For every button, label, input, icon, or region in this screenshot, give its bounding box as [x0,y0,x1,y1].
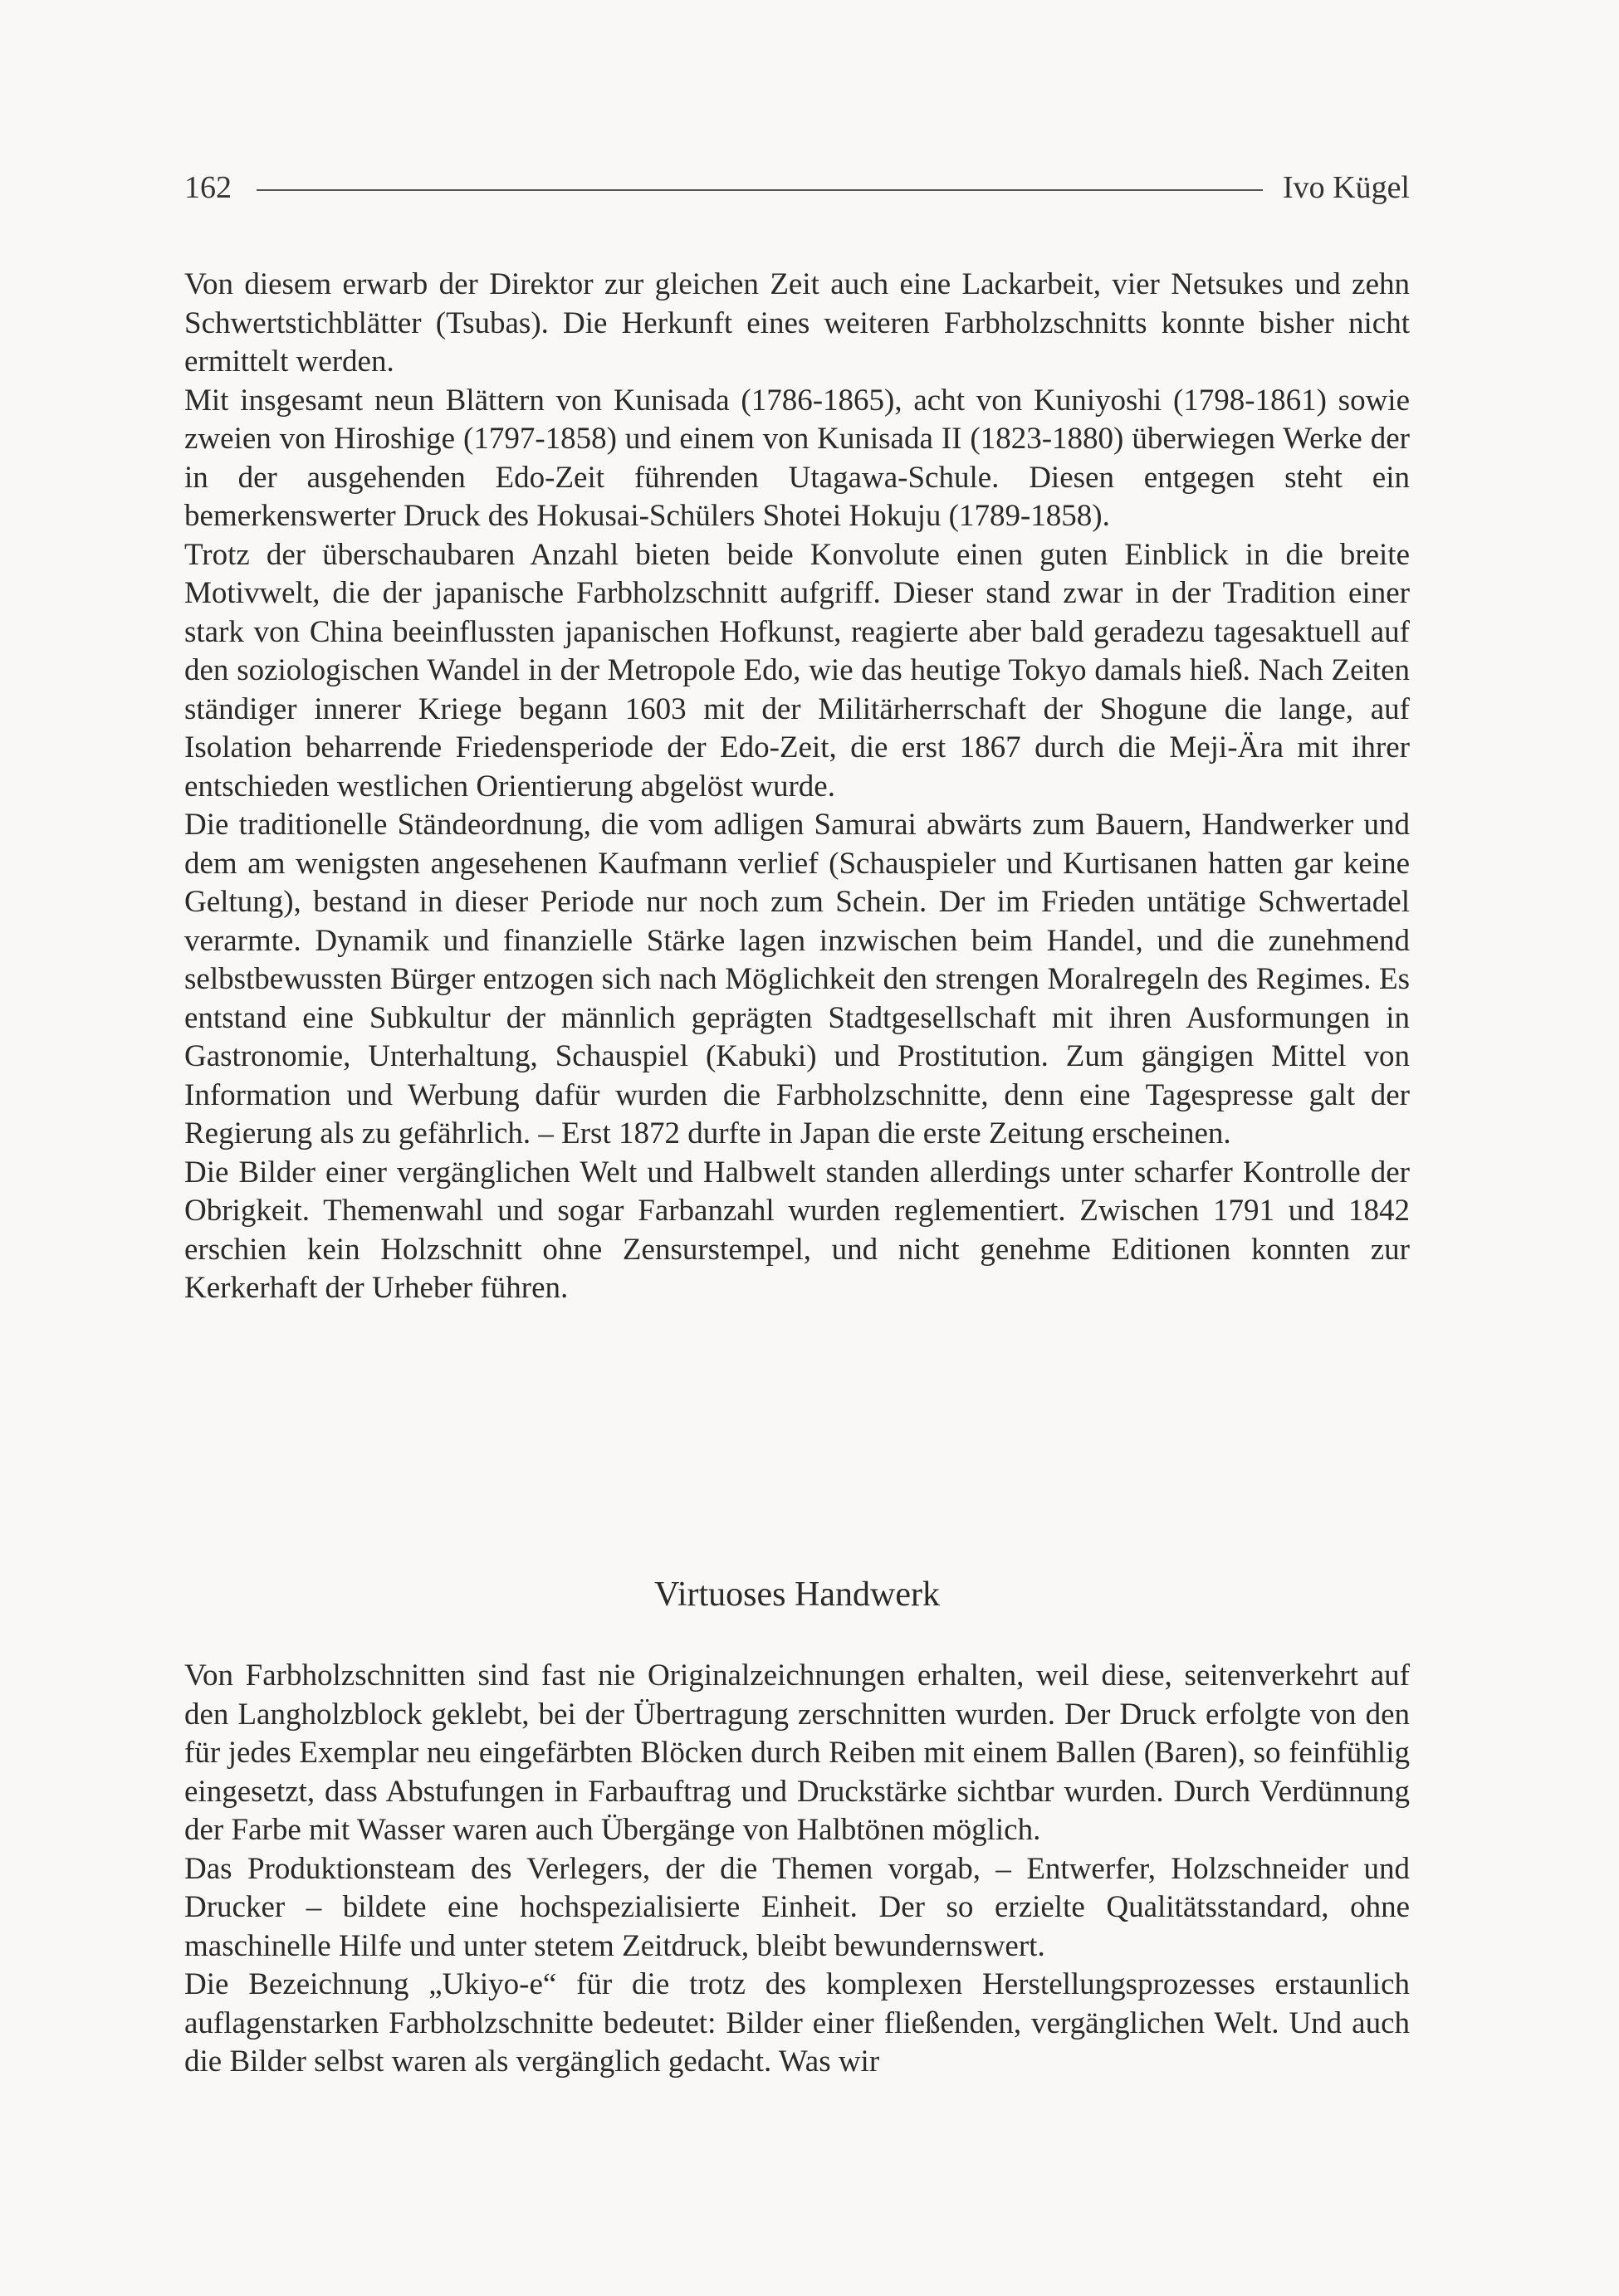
header-rule [257,189,1263,191]
section-heading: Virtuoses Handwerk [654,1575,940,1614]
paragraph: Mit insgesamt neun Blättern von Kunisada (1786-1865), acht von Kuniyoshi (1798-1861) sowie zweien von Hiroshige (1797-1858) und einem von Kunisada II (1823-1880) überwiegen Werke der in der ausgehenden Edo-Zeit führenden Utagawa-Schule. Diesen entgegen steht ein bemerkenswerter Druck des Hokusai-Schülers Shotei Hokuju (1789-1858). [184,383,1410,533]
running-head-author: Ivo Kügel [1282,170,1410,205]
page-number: 162 [184,170,232,205]
body-text [184,266,1410,1308]
paragraph: Trotz der überschaubaren Anzahl bieten beide Konvolute einen guten Einblick in die breite Motivwelt, die der japanische Farbholzschnitt aufgriff. Dieser stand zwar in der Tradition einer stark von China beeinflussten japanischen Hofkunst, reagierte aber bald geradezu tagesaktuell auf den soziologischen Wandel in der Metropole Edo, wie das heutige Tokyo damals hieß. Nach Zeiten ständiger innerer Kriege begann 1603 mit der Militärherrschaft der Shogune die lange, auf Isolation beharrende Friedensperiode der Edo-Zeit, die erst 1867 durch die Meji-Ära mit ihrer entschieden westlichen Orientierung abgelöst wurde. [184,537,1410,804]
paragraph: Die traditionelle Ständeordnung, die vom adligen Samurai abwärts zum Bauern, Handwerker und dem am wenigsten angesehenen Kaufmann verlief (Schauspieler und Kurtisanen hatten gar keine Geltung), bestand in dieser Periode nur noch zum Schein. Der im Frieden untätige Schwertadel verarmte. Dynamik und finanzielle Stärke lagen inzwischen beim Handel, und die zunehmend selbstbewussten Bürger entzogen sich nach Möglichkeit den strengen Moralregeln des Regimes. Es entstand eine Subkultur der männlich geprägten Stadtgesellschaft mit ihren Ausformungen in Gastronomie, Unterhaltung, Schauspiel (Kabuki) und Prostitution. Zum gängigen Mittel von Information und Werbung dafür wurden die Farbholzschnitte, denn eine Tagespresse galt der Regierung als zu gefährlich. – Erst 1872 durfte in Japan die erste Zeitung erscheinen. [184,808,1410,1150]
paragraph: Die Bezeichnung „Ukiyo-e“ für die trotz des komplexen Herstellungsprozesses erstaunlich auflagenstarken Farbholzschnitte bedeutet: Bilder einer fließenden, vergänglichen Welt. Und auch die Bilder selbst waren als vergänglich gedacht. Was wir [184,1967,1410,2079]
section-body-text [184,1657,1410,2082]
running-head [184,163,1410,213]
paragraph: Das Produktionsteam des Verlegers, der die Themen vorgab, – Entwerfer, Holzschneider und Drucker – bildete eine hochspezialisierte Einheit. Der so erzielte Qualitätsstandard, ohne maschinelle Hilfe und unter stetem Zeitdruck, bleibt bewundernswert. [184,1851,1410,1963]
paragraph: Von diesem erwarb der Direktor zur gleichen Zeit auch eine Lackarbeit, vier Netsukes und zehn Schwertstichblätter (Tsubas). Die Herkunft eines weiteren Farbholzschnitts konnte bisher nicht ermittelt werden. [184,267,1410,379]
paragraph: Von Farbholzschnitten sind fast nie Originalzeichnungen erhalten, weil diese, seitenverkehrt auf den Langholzblock geklebt, bei der Übertragung zerschnitten wurden. Der Druck erfolgte von den für jedes Exemplar neu eingefärbten Blöcken durch Reiben mit einem Ballen (Baren), so feinfühlig eingesetzt, dass Abstufungen in Farbauftrag und Druckstärke sichtbar wurden. Durch Verdünnung der Farbe mit Wasser waren auch Übergänge von Halbtönen möglich. [184,1658,1410,1847]
paragraph: Die Bilder einer vergänglichen Welt und Halbwelt standen allerdings unter scharfer Kontrolle der Obrigkeit. Themenwahl und sogar Farbanzahl wurden reglementiert. Zwischen 1791 und 1842 erschien kein Holzschnitt ohne Zensurstempel, und nicht genehme Editionen konnten zur Kerkerhaft der Urheber führen. [184,1155,1410,1305]
